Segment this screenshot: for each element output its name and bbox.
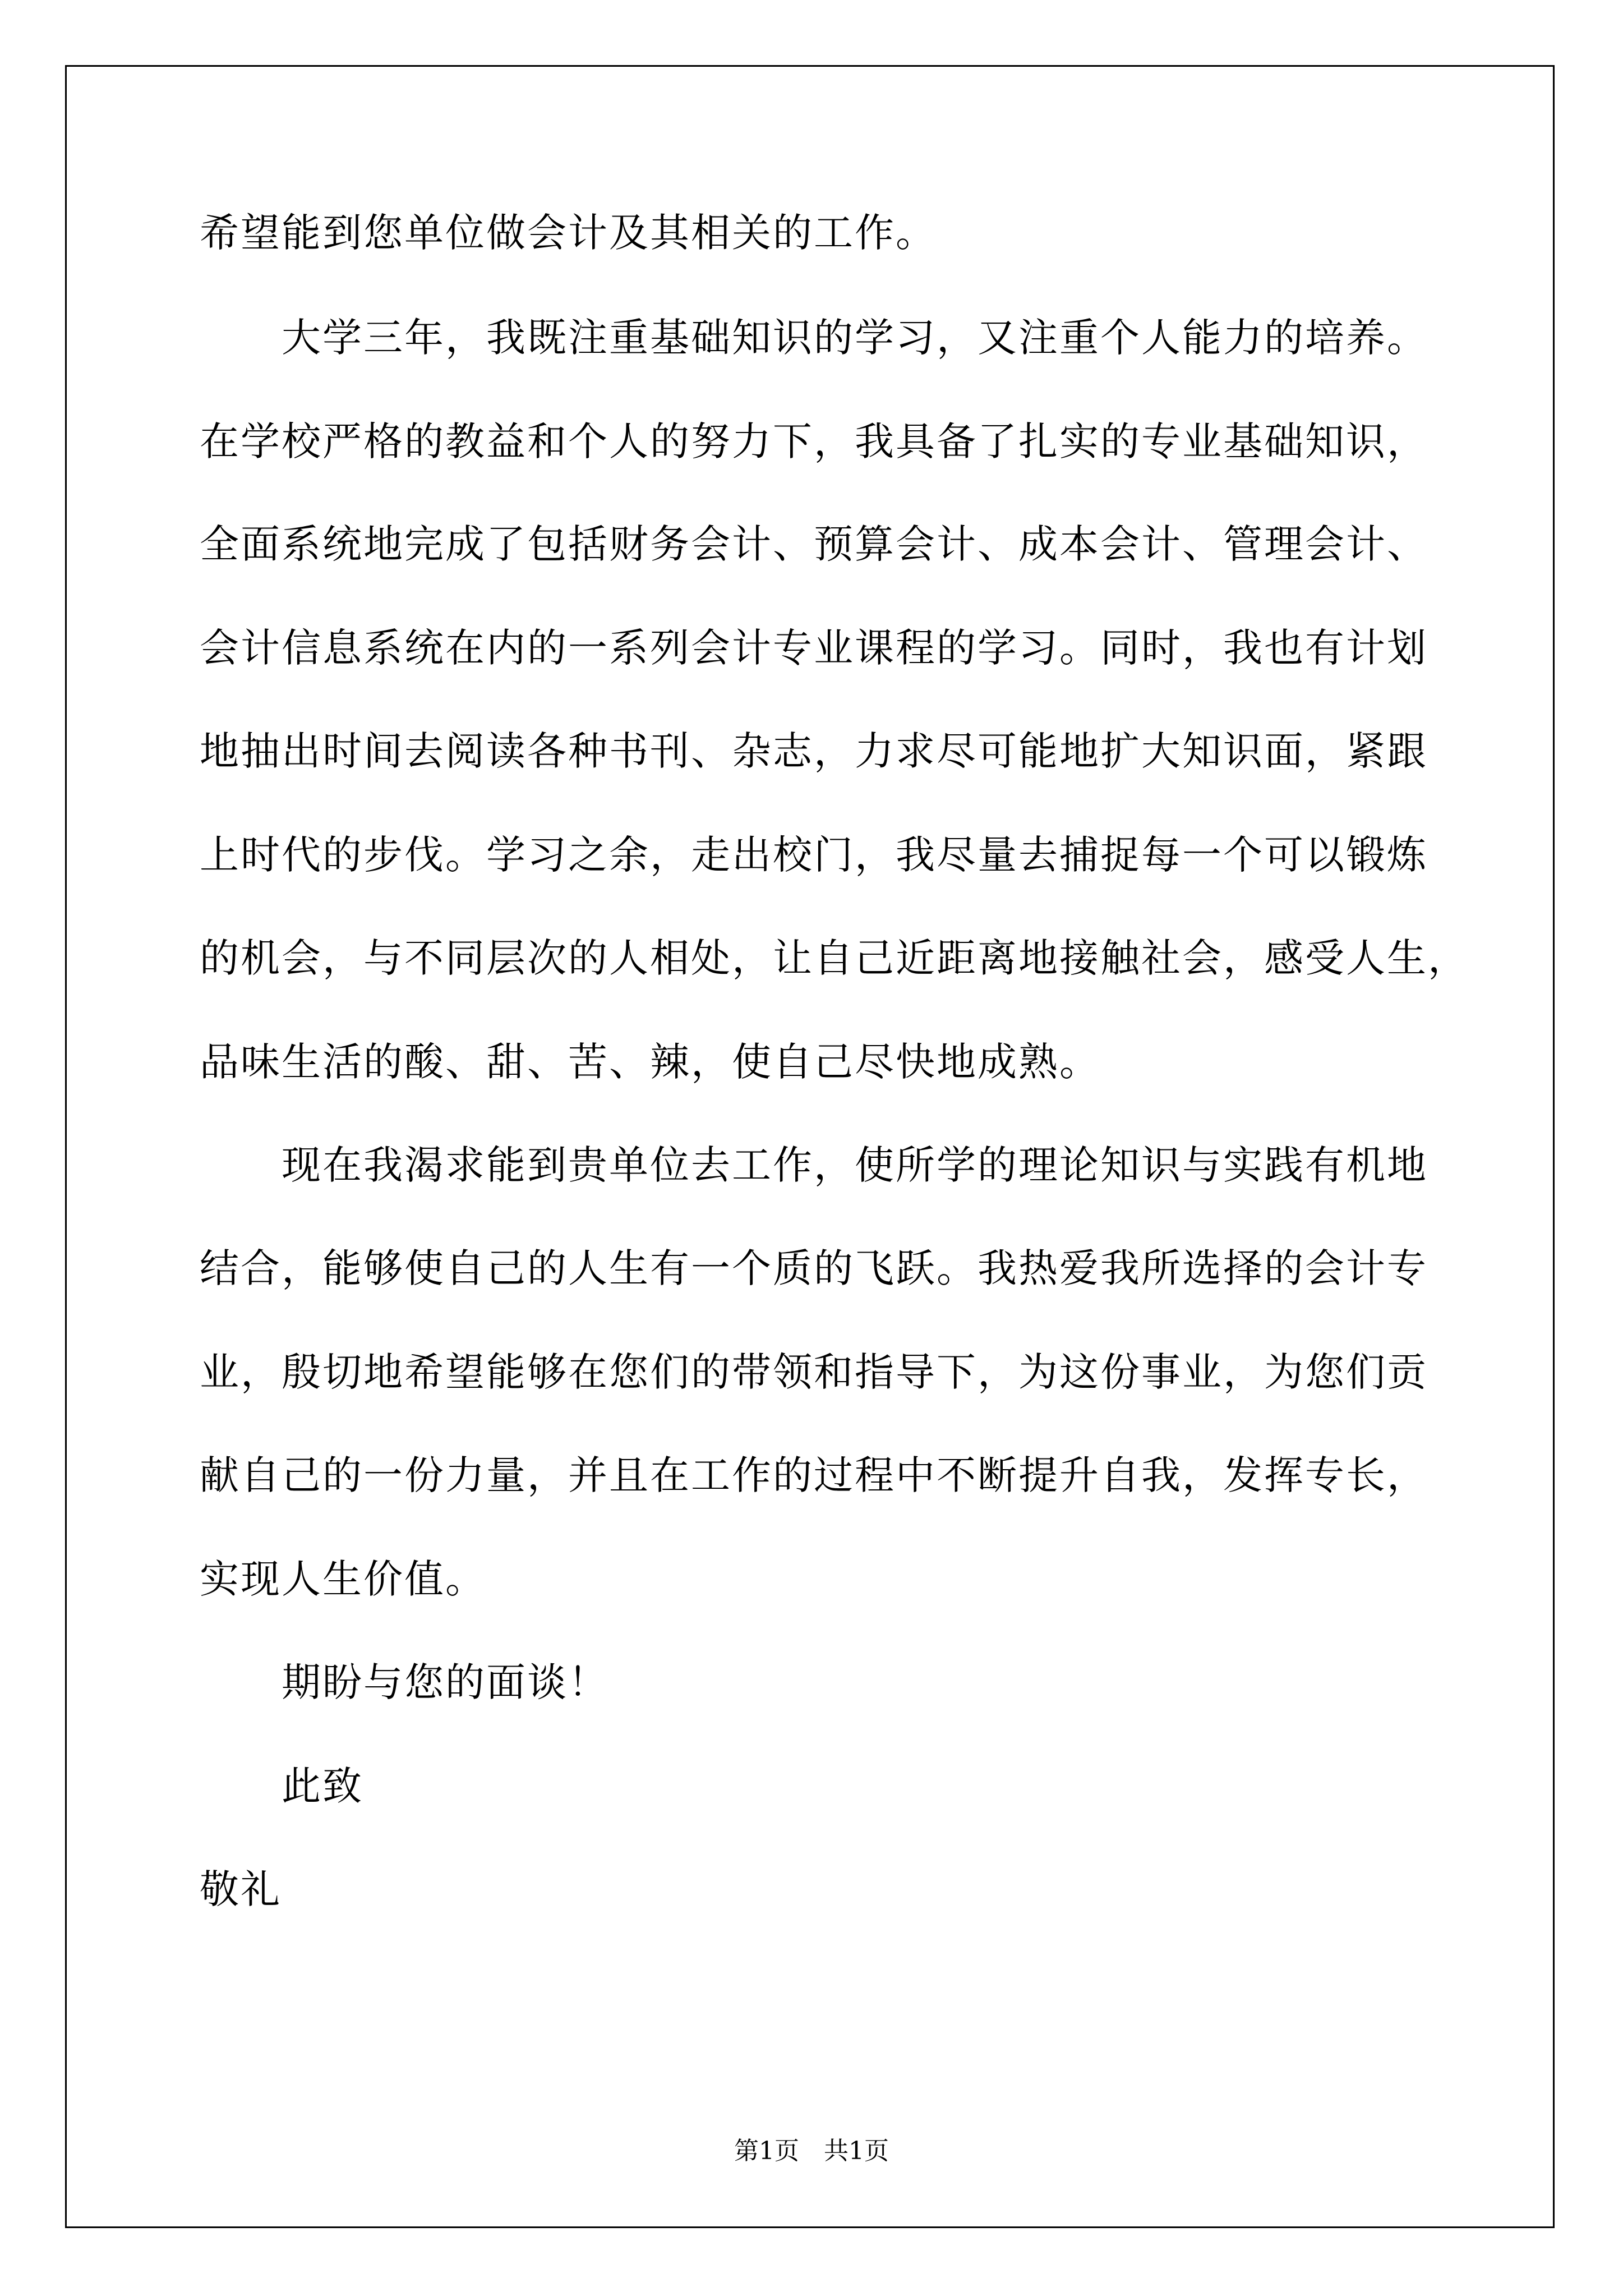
salutation-line: 敬礼 xyxy=(200,1866,282,1912)
text-line: 大学三年，我既注重基础知识的学习，又注重个人能力的培养。 xyxy=(282,315,1428,361)
text-line: 献自己的一份力量，并且在工作的过程中不断提升自我，发挥专长， xyxy=(200,1452,1428,1498)
text-line: 地抽出时间去阅读各种书刊、杂志，力求尽可能地扩大知识面，紧跟 xyxy=(200,728,1428,774)
text-line: 全面系统地完成了包括财务会计、预算会计、成本会计、管理会计、 xyxy=(200,521,1428,567)
text-line: 结合，能够使自己的人生有一个质的飞跃。我热爱我所选择的会计专 xyxy=(200,1245,1428,1291)
closing-line: 期盼与您的面谈！ xyxy=(282,1659,609,1705)
text-line: 在学校严格的教益和个人的努力下，我具备了扎实的专业基础知识， xyxy=(200,418,1428,464)
text-line: 品味生活的酸、甜、苦、辣，使自己尽快地成熟。 xyxy=(200,1039,1100,1085)
text-line: 业，殷切地希望能够在您们的带领和指导下，为这份事业，为您们贡 xyxy=(200,1349,1428,1395)
text-line: 会计信息系统在内的一系列会计专业课程的学习。同时，我也有计划 xyxy=(200,625,1428,671)
text-line: 实现人生价值。 xyxy=(200,1556,486,1602)
text-line: 希望能到您单位做会计及其相关的工作。 xyxy=(200,210,937,256)
page-footer: 第1页 共1页 xyxy=(734,2137,889,2165)
text-line: 现在我渴求能到贵单位去工作，使所学的理论知识与实践有机地 xyxy=(282,1142,1428,1188)
salutation-line: 此致 xyxy=(282,1763,363,1809)
text-line: 上时代的步伐。学习之余，走出校门，我尽量去捕捉每一个可以锻炼 xyxy=(200,832,1428,878)
text-line: 的机会，与不同层次的人相处，让自己近距离地接触社会，感受人生， xyxy=(200,935,1469,981)
